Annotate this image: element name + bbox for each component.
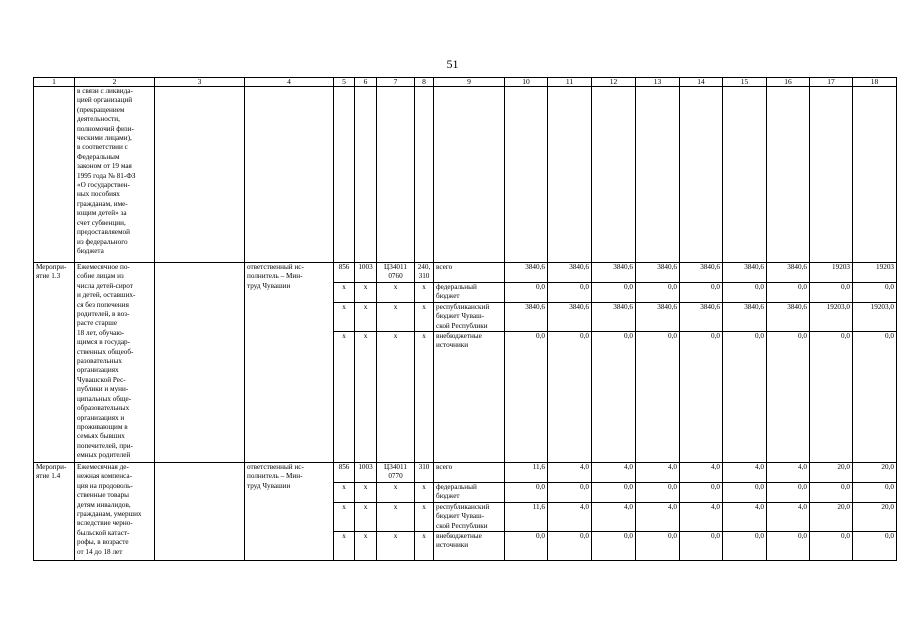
cell-value: 0,0 bbox=[505, 483, 548, 503]
cell-value: 3840,6 bbox=[680, 302, 723, 331]
cell-value: 0,0 bbox=[853, 483, 897, 503]
cell-value: 3840,6 bbox=[636, 263, 680, 283]
cell-value: 0,0 bbox=[810, 283, 853, 303]
cell-funding-source: республиканский бюджет Чуваш- ской Республики bbox=[434, 502, 505, 531]
cell-value: 0,0 bbox=[767, 483, 810, 503]
column-number: 15 bbox=[723, 78, 767, 87]
cell-value: 0,0 bbox=[592, 332, 636, 463]
cell-section: x bbox=[355, 532, 377, 561]
cell-value: 3840,6 bbox=[548, 302, 592, 331]
cell-value: 3840,6 bbox=[636, 302, 680, 331]
cell-value: 0,0 bbox=[767, 532, 810, 561]
cell-value: 3840,6 bbox=[505, 302, 548, 331]
cell-grbs: x bbox=[334, 332, 355, 463]
activity-description: Ежемесячное по- собие лицам из числа детей-сирот и детей, оставших- ся без попечения родителей, в воз- расте старше 18 лет, обучаю- щимся в государ- ственных общеоб- разовательных организациях Чувашской Рес- публики и муни- ципальных обще- образовательных организациях и проживающим в семьях бывших попечителей, при- емных родителей bbox=[75, 263, 155, 463]
cell-value: 0,0 bbox=[636, 532, 680, 561]
cell-value: 20,0 bbox=[810, 463, 853, 483]
cell-section: x bbox=[355, 502, 377, 531]
continuation-description: в связи с ликвида- цией организаций (прекращением деятельности, полномочий физи- ческими лицами), в соответствии с Федеральным законом от 19 мая 1995 года № 81-ФЗ «О государствен- ных пособиях гражданам, име- ющим детей» за счет субвенции, предоставляемой из федерального бюджета bbox=[75, 87, 155, 263]
cell-value: 0,0 bbox=[636, 332, 680, 463]
budget-table bbox=[33, 77, 897, 561]
column-number: 18 bbox=[853, 78, 897, 87]
cell-target-item: x bbox=[377, 302, 415, 331]
cell-value: 4,0 bbox=[636, 502, 680, 531]
cell-grbs: x bbox=[334, 283, 355, 303]
cell-value: 4,0 bbox=[636, 463, 680, 483]
column-number: 1 bbox=[34, 78, 75, 87]
cell-value: 3840,6 bbox=[548, 263, 592, 283]
cell-value: 0,0 bbox=[767, 332, 810, 463]
cell-value: 4,0 bbox=[680, 463, 723, 483]
cell-value: 0,0 bbox=[592, 532, 636, 561]
activity-label: Меропри- ятие 1.3 bbox=[34, 263, 75, 463]
cell-value: 4,0 bbox=[680, 502, 723, 531]
cell-section: x bbox=[355, 332, 377, 463]
cell-value: 4,0 bbox=[767, 502, 810, 531]
cell-expense-type: x bbox=[415, 483, 434, 503]
cell-funding-source: республиканский бюджет Чуваш- ской Республики bbox=[434, 302, 505, 331]
column-number: 12 bbox=[592, 78, 636, 87]
cell-value: 0,0 bbox=[680, 332, 723, 463]
cell-value: 0,0 bbox=[505, 283, 548, 303]
column-number: 16 bbox=[767, 78, 810, 87]
column-number: 10 bbox=[505, 78, 548, 87]
column-number: 2 bbox=[75, 78, 155, 87]
cell-value: 3840,6 bbox=[680, 263, 723, 283]
cell-value: 3840,6 bbox=[592, 263, 636, 283]
activity-label: Меропри- ятие 1.4 bbox=[34, 463, 75, 561]
cell-value: 4,0 bbox=[592, 463, 636, 483]
page-number: 51 bbox=[446, 57, 459, 71]
cell-value: 0,0 bbox=[680, 532, 723, 561]
column-number: 8 bbox=[415, 78, 434, 87]
cell-value: 4,0 bbox=[592, 502, 636, 531]
cell-value: 0,0 bbox=[548, 532, 592, 561]
cell-value: 20,0 bbox=[853, 463, 897, 483]
cell-value: 0,0 bbox=[853, 283, 897, 303]
column-number: 5 bbox=[334, 78, 355, 87]
cell-section: x bbox=[355, 483, 377, 503]
cell-target-item: Ц34011 0760 bbox=[377, 263, 415, 283]
cell-funding-source: всего bbox=[434, 463, 505, 483]
cell-funding-source: внебюджетные источники bbox=[434, 332, 505, 463]
cell-value: 0,0 bbox=[636, 483, 680, 503]
column-number: 11 bbox=[548, 78, 592, 87]
cell-value: 20,0 bbox=[810, 502, 853, 531]
cell-value: 19203,0 bbox=[810, 302, 853, 331]
cell-value: 0,0 bbox=[767, 283, 810, 303]
cell-value: 0,0 bbox=[592, 483, 636, 503]
cell-value: 4,0 bbox=[548, 502, 592, 531]
cell-value: 3840,6 bbox=[723, 263, 767, 283]
cell-value: 0,0 bbox=[505, 332, 548, 463]
cell-section: x bbox=[355, 302, 377, 331]
cell-value: 19203 bbox=[853, 263, 897, 283]
cell-value: 19203 bbox=[810, 263, 853, 283]
cell-section: 1003 bbox=[355, 263, 377, 283]
cell-grbs: 856 bbox=[334, 263, 355, 283]
cell-section: x bbox=[355, 283, 377, 303]
cell-grbs: x bbox=[334, 502, 355, 531]
cell-funding-source: внебюджетные источники bbox=[434, 532, 505, 561]
cell-expense-type: x bbox=[415, 532, 434, 561]
cell-funding-source: всего bbox=[434, 263, 505, 283]
cell-value: 0,0 bbox=[548, 332, 592, 463]
cell-value: 0,0 bbox=[505, 532, 548, 561]
cell-value: 0,0 bbox=[810, 532, 853, 561]
column-number: 7 bbox=[377, 78, 415, 87]
cell-target-item: Ц34011 0770 bbox=[377, 463, 415, 483]
column-number-row bbox=[34, 78, 897, 87]
cell-value: 0,0 bbox=[548, 283, 592, 303]
cell-value: 0,0 bbox=[853, 532, 897, 561]
cell-value: 4,0 bbox=[723, 502, 767, 531]
cell-expense-type: x bbox=[415, 502, 434, 531]
cell-value: 0,0 bbox=[636, 283, 680, 303]
cell-section: 1003 bbox=[355, 463, 377, 483]
cell-value: 4,0 bbox=[548, 463, 592, 483]
cell-value: 0,0 bbox=[680, 283, 723, 303]
column-number: 14 bbox=[680, 78, 723, 87]
cell-value: 0,0 bbox=[680, 483, 723, 503]
cell-value: 0,0 bbox=[810, 483, 853, 503]
cell-value: 0,0 bbox=[853, 332, 897, 463]
cell-grbs: x bbox=[334, 483, 355, 503]
table-row bbox=[34, 263, 897, 283]
activity-executor: ответственный ис- полнитель – Мин- труд Чувашии bbox=[245, 463, 334, 561]
cell-expense-type: x bbox=[415, 332, 434, 463]
cell-grbs: x bbox=[334, 302, 355, 331]
column-number: 9 bbox=[434, 78, 505, 87]
cell-value: 19203,0 bbox=[853, 302, 897, 331]
column-number: 6 bbox=[355, 78, 377, 87]
cell-funding-source: федеральный бюджет bbox=[434, 283, 505, 303]
cell-value: 4,0 bbox=[767, 463, 810, 483]
cell-value: 20,0 bbox=[853, 502, 897, 531]
cell-value: 0,0 bbox=[723, 532, 767, 561]
cell-value: 0,0 bbox=[548, 483, 592, 503]
cell-target-item: x bbox=[377, 532, 415, 561]
column-number: 13 bbox=[636, 78, 680, 87]
cell-expense-type: 310 bbox=[415, 463, 434, 483]
cell-grbs: 856 bbox=[334, 463, 355, 483]
cell-target-item: x bbox=[377, 283, 415, 303]
cell-value: 4,0 bbox=[723, 463, 767, 483]
cell-value: 3840,6 bbox=[723, 302, 767, 331]
cell-funding-source: федеральный бюджет bbox=[434, 483, 505, 503]
cell-value: 11,6 bbox=[505, 502, 548, 531]
cell-value: 3840,6 bbox=[592, 302, 636, 331]
cell-value: 0,0 bbox=[723, 332, 767, 463]
cell-target-item: x bbox=[377, 332, 415, 463]
cell-value: 3840,6 bbox=[767, 263, 810, 283]
cell-value: 3840,6 bbox=[505, 263, 548, 283]
cell-expense-type: x bbox=[415, 302, 434, 331]
table-row bbox=[34, 463, 897, 483]
cell-value: 0,0 bbox=[723, 483, 767, 503]
column-number: 4 bbox=[245, 78, 334, 87]
cell-target-item: x bbox=[377, 502, 415, 531]
cell-expense-type: 240, 310 bbox=[415, 263, 434, 283]
cell-target-item: x bbox=[377, 483, 415, 503]
cell-grbs: x bbox=[334, 532, 355, 561]
cell-value: 0,0 bbox=[810, 332, 853, 463]
cell-value: 0,0 bbox=[723, 283, 767, 303]
column-number: 17 bbox=[810, 78, 853, 87]
cell-value: 3840,6 bbox=[767, 302, 810, 331]
activity-description: Ежемесячная де- нежная компенса- ция на продоволь- ственные товары детям инвалидов, гражданам, умерших вследствие черно- быльской катаст- рофы, в возрасте от 14 до 18 лет bbox=[75, 463, 155, 561]
cell-value: 0,0 bbox=[592, 283, 636, 303]
activity-executor: ответственный ис- полнитель – Мин- труд Чувашии bbox=[245, 263, 334, 463]
table-row bbox=[34, 87, 897, 263]
column-number: 3 bbox=[155, 78, 245, 87]
cell-expense-type: x bbox=[415, 283, 434, 303]
cell-value: 11,6 bbox=[505, 463, 548, 483]
